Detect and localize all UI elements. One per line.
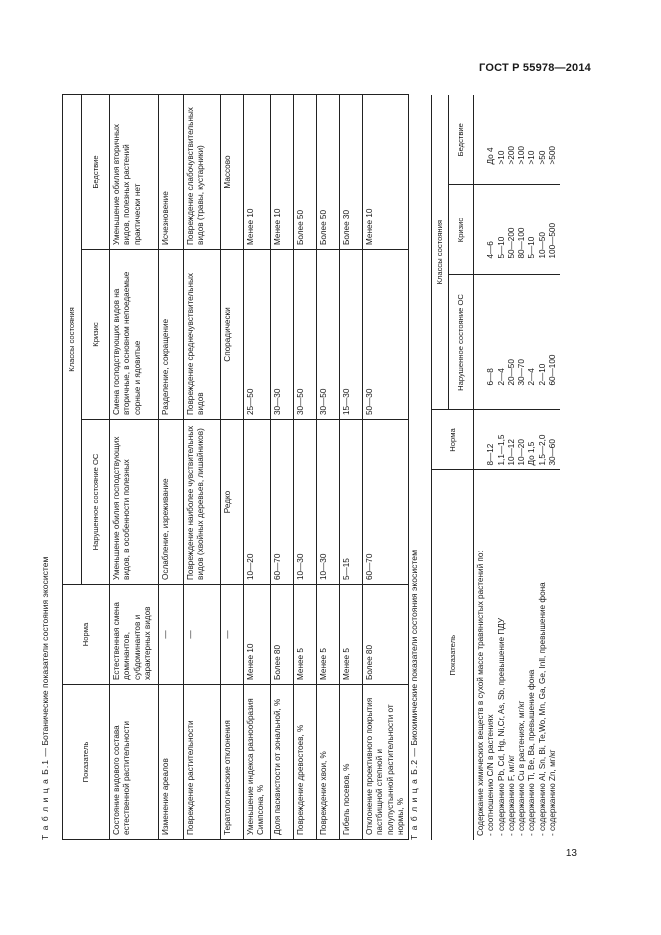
cell-crisis: 30—30 (271, 250, 294, 420)
cell-indicator: Повреждение хвои, % (317, 685, 340, 840)
cell-disaster: Менее 10 (271, 94, 294, 249)
table-row (110, 94, 159, 839)
table-row (244, 94, 271, 839)
cell-norm: Менее 5 (294, 585, 317, 685)
cell-disaster: Менее 10 (363, 94, 409, 249)
cell-crisis: 30—50 (294, 250, 317, 420)
cell-norm: — (159, 585, 184, 685)
cell-norm: Менее 5 (340, 585, 363, 685)
cell-disaster: Исчезновение (159, 94, 184, 249)
cell-impaired: Повреждение наиболее чувствительных видов (хвойных деревьев, лишайников) (184, 420, 221, 585)
cell-impaired: 5—15 (340, 420, 363, 585)
crisis-values: 4—6 5—10 50—200 80—100 5—10 10—50 100—500 (474, 185, 561, 275)
table-b1 (62, 94, 409, 840)
table-row (159, 94, 184, 839)
cell-disaster: Менее 10 (244, 94, 271, 249)
cell-indicator: Отклонение проективного покрытия пастбищной степной и полупустынной растительности от нормы, % (363, 685, 409, 840)
table-b2-caption: Т а б л и ц а Б.2 — Биохимические показатели состояния экосистем (409, 550, 419, 840)
disaster-values: До 4 >10 >200 >100 >10 >50 >500 (474, 95, 561, 185)
list-item: - содержанию Ti, Be, Ba, превышение фона (527, 669, 537, 836)
header-norm: Норма (63, 585, 110, 685)
cell-indicator: Гибель посевов, % (340, 685, 363, 840)
cell-norm: Более 80 (271, 585, 294, 685)
header-disaster: Бедствие (82, 94, 110, 249)
cell-crisis: 50—30 (363, 250, 409, 420)
table-b2-block (409, 95, 560, 840)
header-crisis: Кризис (82, 250, 110, 420)
table-body (474, 95, 561, 840)
table-row (221, 94, 244, 839)
cell-disaster: Уменьшение обилия вторичных видов, полезных растений практически нет (110, 94, 159, 249)
list-item: - соотношению C/N в растениях (486, 714, 496, 836)
document-code: ГОСТ Р 55978—2014 (479, 62, 591, 74)
indicator-list (474, 470, 561, 840)
list-item: - содержанию Pb, Cd, Hg, Ni,Cr, As, Sb, превышение ПДУ (496, 617, 506, 836)
header-crisis: Кризис (449, 185, 474, 275)
header-indicator: Показатель (63, 685, 110, 840)
cell-norm: Менее 5 (317, 585, 340, 685)
table-row (294, 94, 317, 839)
table-row (363, 94, 409, 839)
cell-crisis: Спорадически (221, 250, 244, 420)
cell-disaster: Повреждение слабочувствительных видов (травы, кустарники) (184, 94, 221, 249)
cell-indicator: Состояние видового состава естественной растительности (110, 685, 159, 840)
cell-indicator: Уменьшение индекса разнообразия Симпсона, % (244, 685, 271, 840)
header-indicator: Показатель (432, 470, 474, 840)
table-b1-caption: Т а б л и ц а Б.1 — Ботанические показатели состояния экосистем (40, 556, 50, 840)
cell-norm: Более 80 (363, 585, 409, 685)
cell-crisis: Разделение, сокращение (159, 250, 184, 420)
cell-crisis: 30—50 (317, 250, 340, 420)
cell-crisis: 25—50 (244, 250, 271, 420)
list-item: - содержанию Zn, мг/кг (547, 749, 557, 836)
cell-norm: — (221, 585, 244, 685)
header-impaired: Нарушенное состояние ОС (82, 420, 110, 585)
table-row (317, 94, 340, 839)
table-row (271, 94, 294, 839)
list-item: - содержанию F, мг/кг (506, 754, 516, 836)
table-b2 (431, 95, 560, 840)
cell-crisis: 15—30 (340, 250, 363, 420)
table-row (340, 94, 363, 839)
header-norm: Норма (432, 410, 474, 470)
cell-impaired: 10—20 (244, 420, 271, 585)
impaired-values: 6—8 2—4 20—50 30—70 2—4 2—10 60—100 (474, 275, 561, 410)
cell-impaired: 10—30 (317, 420, 340, 585)
header-classes: Классы состояния (432, 95, 449, 410)
table-row (184, 94, 221, 839)
cell-impaired: 60—70 (363, 420, 409, 585)
cell-crisis: Повреждение среднечувствительных видов (184, 250, 221, 420)
cell-norm: — (184, 585, 221, 685)
cell-disaster: Более 50 (317, 94, 340, 249)
cell-impaired: Ослабление, изреживание (159, 420, 184, 585)
cell-impaired: Редко (221, 420, 244, 585)
cell-indicator: Доля пасквистости от зональной, % (271, 685, 294, 840)
list-item: - содержанию Cu в растениях, мг/кг (517, 700, 526, 836)
cell-norm: Естественная смена доминантов, субдоминантов и характерных видов (110, 585, 159, 685)
cell-impaired: 10—30 (294, 420, 317, 585)
cell-disaster: Массово (221, 94, 244, 249)
cell-indicator: Изменение ареалов (159, 685, 184, 840)
group-title: Содержание химических веществ в сухой массе травянистых растений по: (476, 550, 485, 836)
page-number: 13 (565, 848, 577, 859)
header-classes: Классы состояния (63, 94, 82, 584)
cell-norm: Менее 10 (244, 585, 271, 685)
cell-indicator: Повреждение растительности (184, 685, 221, 840)
norm-values: 8—12 1,1—1,5 10—12 10—20 До 1,5 1,5—2,0 30—60 (474, 410, 561, 470)
cell-disaster: Более 50 (294, 94, 317, 249)
cell-impaired: Уменьшение обилия господствующих видов, в особенности полезных (110, 420, 159, 585)
list-item: - содержанию Al, Sn, Bi, Te,Wo, Mn, Ga, Ge, Inll, превышение фона (537, 582, 547, 836)
table-b1-block (40, 95, 409, 840)
header-disaster: Бедствие (449, 95, 474, 185)
cell-crisis: Смена господствующих видов на вторичные, в основном непоедаемые сорные и ядовитые (110, 250, 159, 420)
cell-indicator: Повреждение древостоев, % (294, 685, 317, 840)
cell-disaster: Более 30 (340, 94, 363, 249)
header-impaired: Нарушенное состояние ОС (449, 275, 474, 410)
cell-indicator: Тератологические отклонения (221, 685, 244, 840)
cell-impaired: 60—70 (271, 420, 294, 585)
